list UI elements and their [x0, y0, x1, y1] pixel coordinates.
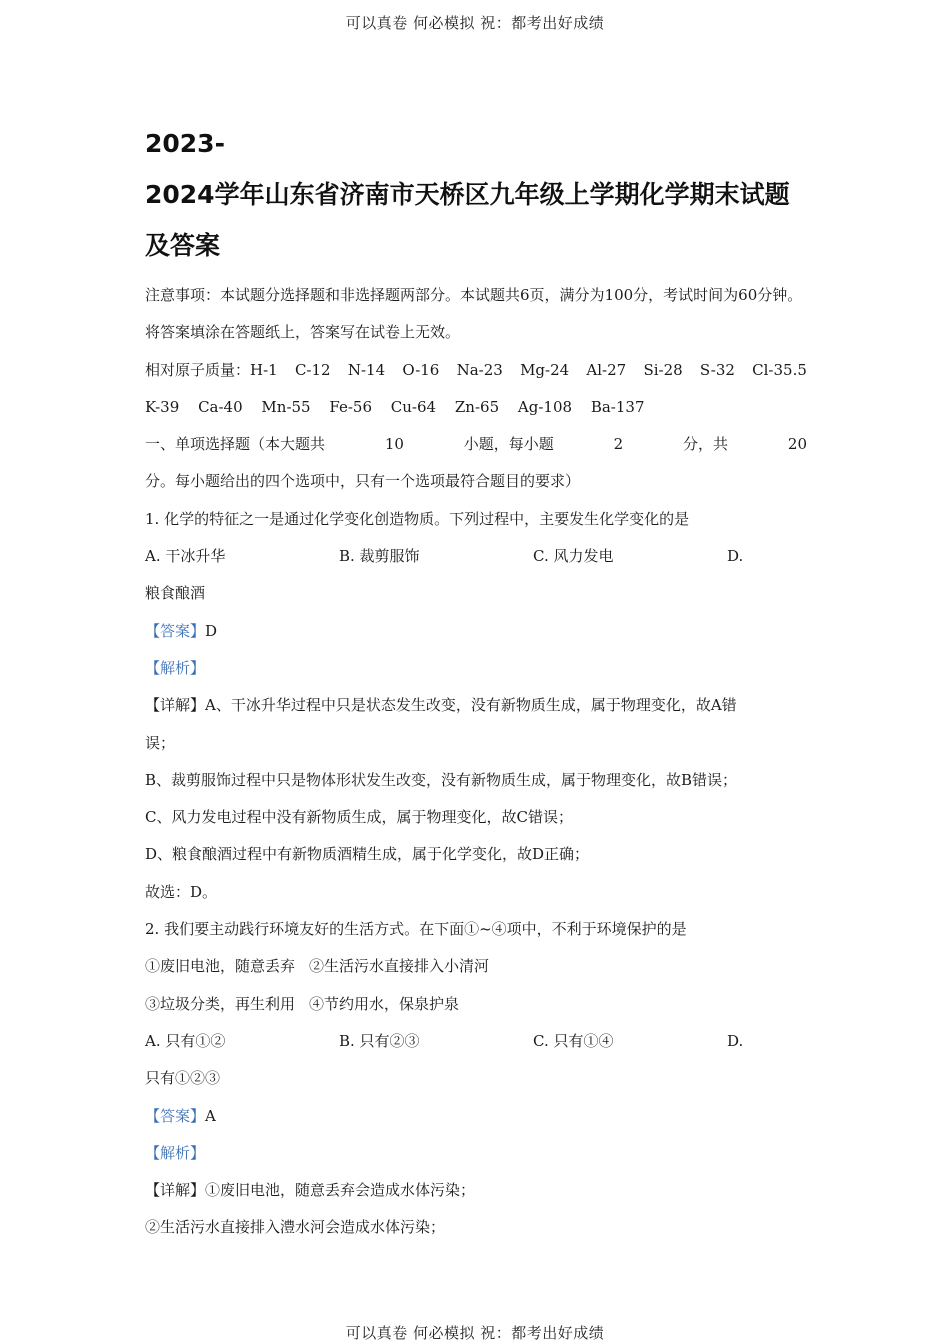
section-points-each: 2 [613, 435, 624, 454]
q2-option-d: D. [727, 1031, 744, 1050]
q2-answer [145, 1098, 807, 1135]
section-total: 20 [787, 435, 807, 454]
title-line-3: 及答案 [145, 231, 221, 260]
q1-detail-a [145, 687, 807, 724]
mass-item: Mn-55 [261, 397, 311, 416]
detail-tag: 【详解】 [145, 1181, 206, 1200]
q2-stem: 2. 我们要主动践行环境友好的生活方式。在下面①~④项中，不利于环境保护的是 [145, 920, 687, 939]
mass-item: Ba-137 [590, 397, 645, 416]
page-footer: 可以真卷 何必模拟 祝：都考出好成绩 [345, 1324, 605, 1342]
q1-answer-value: D [205, 621, 218, 640]
q2-option-b: B. 只有②③ [339, 1031, 420, 1050]
mass-item: S-32 [699, 360, 735, 379]
section-text: 小题，每小题 [463, 435, 554, 454]
mass-item: O-16 [402, 360, 440, 379]
answer-tag: 【答案】 [145, 1106, 206, 1125]
q1-option-b: B. 裁剪服饰 [339, 547, 420, 566]
document-body [145, 118, 807, 1247]
detail-tag: 【详解】 [145, 696, 206, 715]
mass-item: Al-27 [586, 360, 627, 379]
q2-detail-2: ②生活污水直接排入澧水河会造成水体污染； [145, 1218, 446, 1237]
mass-item: Zn-65 [454, 397, 500, 416]
q2-item-1: ①废旧电池，随意丢弃 [145, 957, 296, 976]
q2-option-c: C. 只有①④ [533, 1031, 614, 1050]
q1-detail-a-text: A、干冰升华过程中只是状态发生改变，没有新物质生成，属于物理变化，故A错 [205, 696, 737, 715]
q1-answer [145, 613, 807, 650]
q2-item-3: ③垃圾分类，再生利用 [145, 994, 296, 1013]
section-text: 一、单项选择题（本大题共 [145, 435, 326, 454]
page-header: 可以真卷 何必模拟 祝：都考出好成绩 [345, 14, 605, 32]
q1-conclusion: 故选：D。 [145, 882, 218, 901]
q1-option-c: C. 风力发电 [533, 547, 614, 566]
mass-item: K-39 [145, 397, 180, 416]
atomic-mass-label: 相对原子质量： [145, 360, 251, 379]
section-heading [145, 426, 807, 463]
mass-item: Mg-24 [520, 360, 570, 379]
q2-answer-value: A [205, 1106, 216, 1125]
notice-text: 注意事项：本试题分选择题和非选择题两部分。本试题共6页，满分为100分，考试时间为60分钟。将答案填涂在答题纸上，答案写在试卷上无效。 [145, 286, 803, 342]
mass-item: Na-23 [456, 360, 503, 379]
mass-item: C-12 [294, 360, 331, 379]
q2-detail-1 [145, 1172, 807, 1209]
mass-item: N-14 [347, 360, 386, 379]
q1-detail-b: B、裁剪服饰过程中只是物体形状发生改变，没有新物质生成，属于物理变化，故B错误； [145, 770, 738, 789]
mass-item: Ca-40 [198, 397, 243, 416]
q1-analysis-tag: 【解析】 [145, 658, 206, 677]
atomic-mass-row-2 [145, 389, 807, 426]
q2-items-row-1 [145, 948, 807, 985]
mass-item: Cl-35.5 [752, 360, 807, 379]
mass-item: Cu-64 [390, 397, 437, 416]
q1-option-d: D. [727, 547, 744, 566]
section-text: 分，共 [683, 435, 729, 454]
mass-item: H-1 [250, 360, 278, 379]
q2-option-d-text: 只有①②③ [145, 1069, 221, 1088]
mass-item: Ag-108 [517, 397, 573, 416]
q1-option-d-text: 粮食酿酒 [145, 584, 206, 603]
q2-detail-1-text: ①废旧电池，随意丢弃会造成水体污染； [205, 1181, 476, 1200]
q1-detail-a-cont: 误； [145, 733, 176, 752]
q1-detail-d: D、粮食酿酒过程中有新物质酒精生成，属于化学变化，故D正确； [145, 845, 590, 864]
q2-item-4: ④节约用水，保泉护泉 [309, 994, 460, 1013]
mass-item: Si-28 [643, 360, 683, 379]
title-line-2: 2024学年山东省济南市天桥区九年级上学期化学期末试题 [145, 180, 790, 209]
q2-option-a: A. 只有①② [145, 1031, 226, 1050]
q2-analysis-tag: 【解析】 [145, 1143, 206, 1162]
answer-tag: 【答案】 [145, 621, 206, 640]
q2-options [145, 1023, 807, 1060]
mass-item: Fe-56 [329, 397, 373, 416]
q2-item-2: ②生活污水直接排入小清河 [309, 957, 490, 976]
q1-detail-c: C、风力发电过程中没有新物质生成，属于物理变化，故C错误； [145, 808, 573, 827]
q1-stem: 1. 化学的特征之一是通过化学变化创造物质。下列过程中，主要发生化学变化的是 [145, 509, 690, 528]
q2-items-row-2 [145, 986, 807, 1023]
q1-option-a: A. 干冰升华 [145, 547, 226, 566]
section-heading-line-2: 分。每小题给出的四个选项中，只有一个选项最符合题目的要求） [145, 472, 581, 491]
title-line-1: 2023- [145, 129, 225, 158]
section-count: 10 [384, 435, 404, 454]
q1-options [145, 538, 807, 575]
atomic-mass-row-1 [145, 352, 807, 389]
